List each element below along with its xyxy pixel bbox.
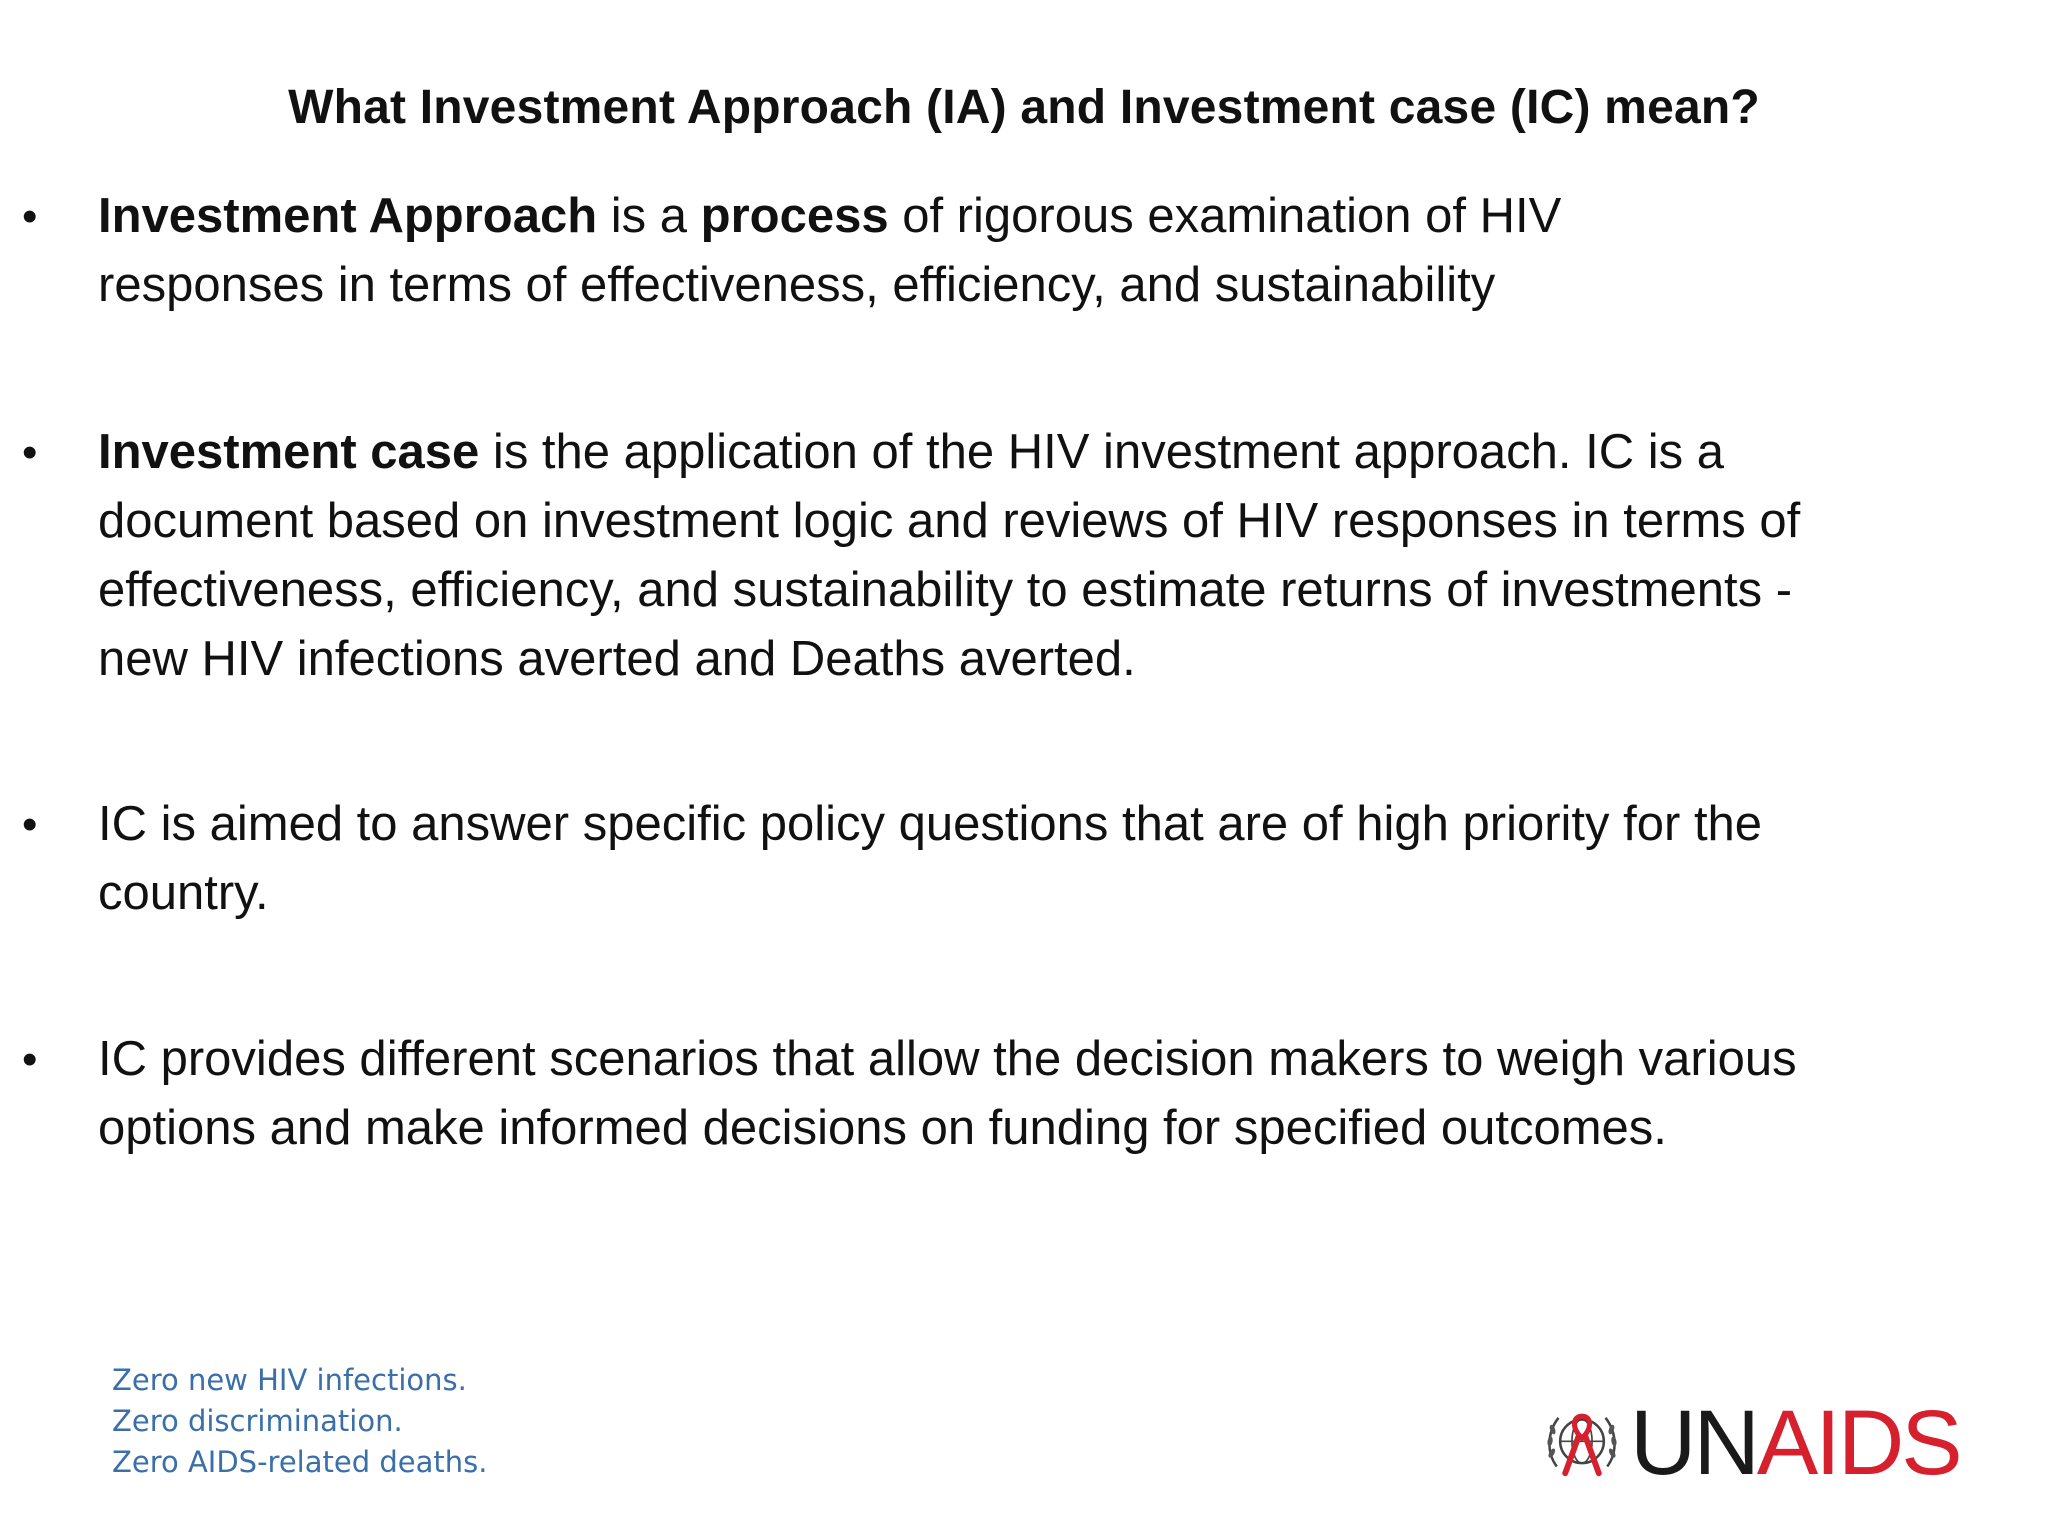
- bullet-ic-policy-questions: [22, 790, 1858, 928]
- bullet-dot: •: [22, 192, 38, 241]
- slide-title: What Investment Approach (IA) and Investment case (IC) mean?: [288, 81, 1760, 134]
- bullet-dot: •: [22, 428, 38, 477]
- bullet-ic-scenarios: [22, 1025, 1798, 1163]
- logo-un: UN: [1630, 1392, 1757, 1494]
- logo-wordmark: [1630, 1393, 1960, 1493]
- bullet-investment-approach: [22, 182, 1658, 320]
- bullet-text: is the application of the HIV investment approach. IC is a document based on investment logic and reviews of HIV responses in terms of effectiveness, efficiency, and sustainability to estimate returns of investments - new HIV infections averted and Deaths averted.: [98, 425, 1801, 686]
- tagline-line: Zero AIDS-related deaths.: [112, 1445, 488, 1479]
- term-investment-approach: Investment Approach: [98, 189, 598, 243]
- bullet-text: IC is aimed to answer specific policy questions that are of high priority for the country.: [98, 797, 1763, 920]
- term-process: process: [700, 189, 889, 243]
- term-investment-case: Investment case: [98, 425, 480, 479]
- bullet-dot: •: [22, 1035, 38, 1084]
- bullet-investment-case: [22, 418, 1858, 694]
- un-emblem-red-ribbon-icon: [1540, 1401, 1624, 1485]
- bullet-text: IC provides different scenarios that allow the decision makers to weigh various options and make informed decisions on funding for specified outcomes.: [98, 1032, 1797, 1155]
- logo-aids: AIDS: [1756, 1392, 1960, 1494]
- tagline-line: Zero discrimination.: [112, 1404, 403, 1438]
- unaids-logo: [1540, 1388, 1960, 1498]
- bullet-text: of rigorous examination of HIV responses in terms of effectiveness, efficiency, and sustainability: [98, 189, 1562, 312]
- tagline-line: Zero new HIV infections.: [112, 1363, 467, 1397]
- footer-tagline: [112, 1360, 487, 1483]
- bullet-text: is a: [597, 189, 701, 243]
- bullet-dot: •: [22, 800, 38, 849]
